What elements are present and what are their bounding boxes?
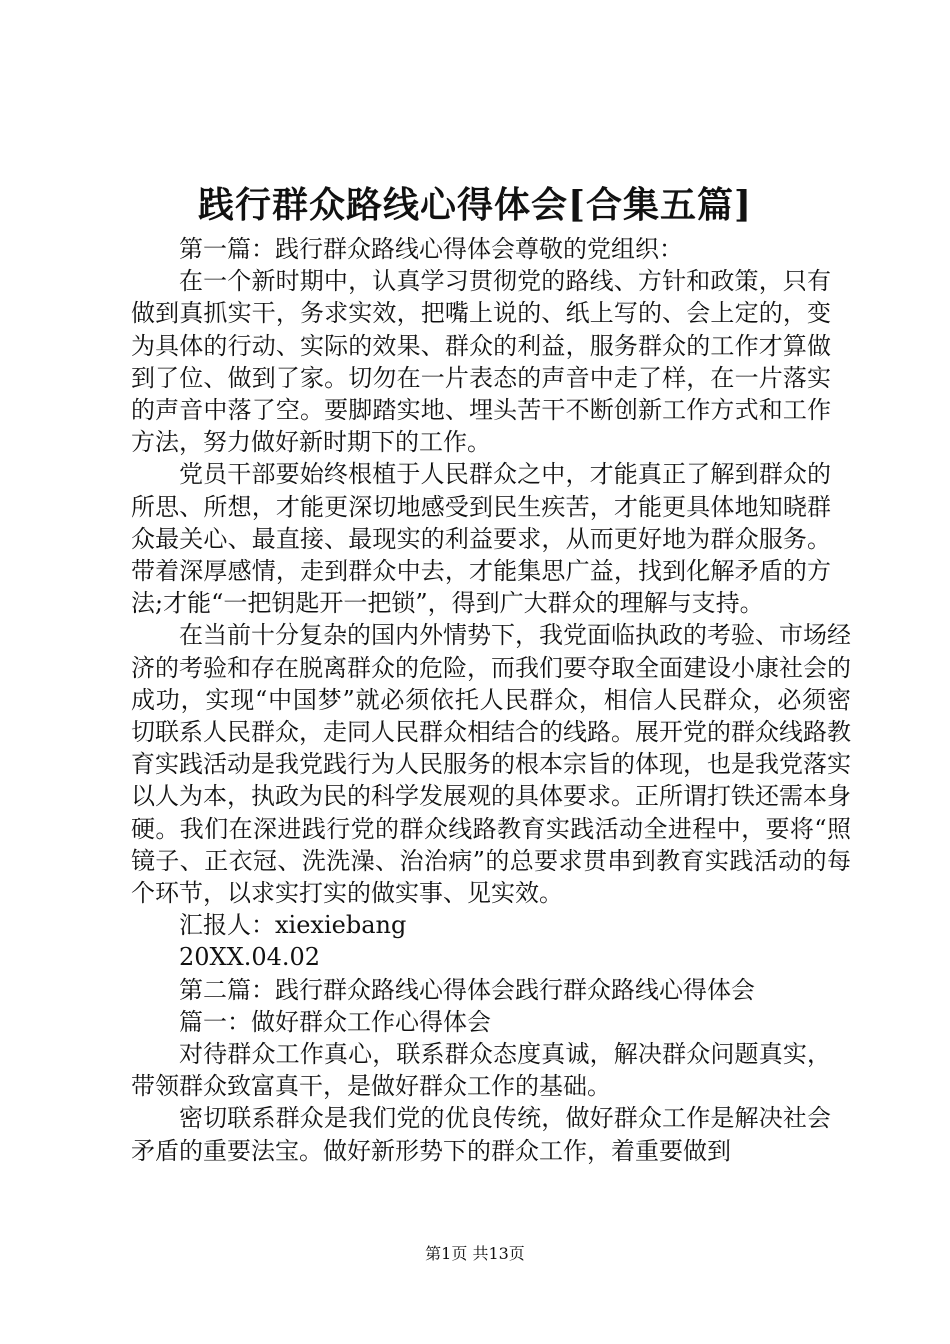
paragraph-section-2-heading: 第二篇：践行群众路线心得体会践行群众路线心得体会 bbox=[179, 975, 755, 1004]
document-body bbox=[131, 233, 851, 1167]
paragraph-section-1-heading: 第一篇：践行群众路线心得体会尊敬的党组织： bbox=[179, 235, 683, 263]
paragraph: 对待群众工作真心，联系群众态度真诚，解决群众问题真实，带领群众致富真干，是做好群众工作的基础。 bbox=[131, 1040, 831, 1101]
document-title: 践行群众路线心得体会[合集五篇] bbox=[197, 184, 753, 226]
paragraph-date: 20XX.04.02 bbox=[179, 943, 321, 972]
paragraph: 在当前十分复杂的国内外情势下，我党面临执政的考验、市场经济的考验和存在脱离群众的危险，而我们要夺取全面建设小康社会的成功，实现“中国梦”就必须依托人民群众，相信人民群众，必须密切联系人民群众，走同人民群众相结合的线路。展开党的群众线路教育实践活动是我党践行为人民服务的根本宗旨的体现，也是我党落实以人为本，执政为民的科学发展观的具体要求。正所谓打铁还需本身硬。我们在深进践行党的群众线路教育实践活动全进程中，要将“照镜子、正衣冠、洗洗澡、治治病”的总要求贯串到教育实践活动的每个环节，以求实打实的做实事、见实效。 bbox=[131, 621, 851, 908]
paragraph: 密切联系群众是我们党的优良传统，做好群众工作是解决社会矛盾的重要法宝。做好新形势下的群众工作，着重要做到 bbox=[131, 1104, 831, 1165]
paragraph-reporter: 汇报人：xiexiebang bbox=[179, 911, 407, 940]
paragraph: 党员干部要始终根植于人民群众之中，才能真正了解到群众的所思、所想，才能更深切地感受到民生疾苦，才能更具体地知晓群众最关心、最直接、最现实的利益要求，从而更好地为群众服务。带着深厚感情，走到群众中去，才能集思广益，找到化解矛盾的方法;才能“一把钥匙开一把锁”，得到广大群众的理解与支持。 bbox=[131, 460, 831, 618]
page-number-footer: 第1页 共13页 bbox=[425, 1244, 525, 1263]
paragraph: 在一个新时期中，认真学习贯彻党的路线、方针和政策，只有做到真抓实干，务求实效，把嘴上说的、纸上写的、会上定的，变为具体的行动、实际的效果、群众的利益，服务群众的工作才算做到了位、做到了家。切勿在一片表态的声音中走了样，在一片落实的声音中落了空。要脚踏实地、埋头苦干不断创新工作方式和工作方法，努力做好新时期下的工作。 bbox=[131, 267, 831, 457]
paragraph-subheading: 篇一：做好群众工作心得体会 bbox=[179, 1007, 491, 1036]
